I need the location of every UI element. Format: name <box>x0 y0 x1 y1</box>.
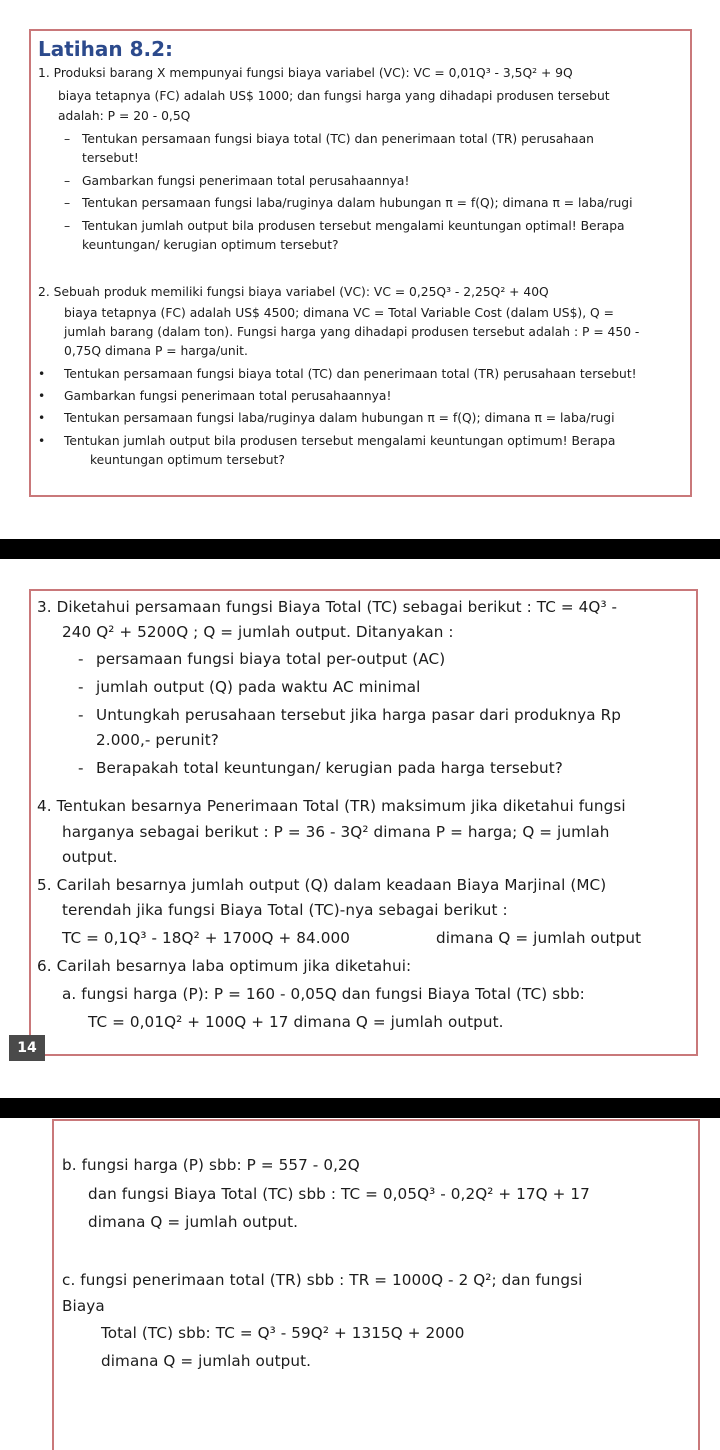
q1-line1: 1. Produksi barang X mempunyai fungsi biaya variabel (VC): VC = 0,01Q³ - 3,5Q² + 9Q <box>38 66 573 80</box>
page-separator <box>0 539 720 559</box>
q6-c-line4: dimana Q = jumlah output. <box>101 1352 312 1370</box>
q3-line1: 3. Diketahui persamaan fungsi Biaya Total (TC) sebagai berikut : TC = 4Q³ - <box>37 598 618 616</box>
dash-bullet: – <box>64 219 71 233</box>
q2-line2: biaya tetapnya (FC) adalah US$ 4500; dimana VC = Total Variable Cost (dalam US$), Q = <box>64 306 614 320</box>
q6-a-line2: TC = 0,01Q² + 100Q + 17 dimana Q = jumlah output. <box>88 1013 504 1031</box>
q3-bullet2: jumlah output (Q) pada waktu AC minimal <box>96 678 421 696</box>
q6-line1: 6. Carilah besarnya laba optimum jika diketahui: <box>37 957 412 975</box>
q3-bullet3a: Untungkah perusahaan tersebut jika harga pasar dari produknya Rp <box>96 706 621 724</box>
dot-bullet: • <box>38 367 46 381</box>
q2-bullet4a: Tentukan jumlah output bila produsen tersebut mengalami keuntungan optimum! Berapa <box>64 434 616 448</box>
q1-bullet1a: Tentukan persamaan fungsi biaya total (TC) dan penerimaan total (TR) perusahaan <box>82 132 594 146</box>
q1-line2: biaya tetapnya (FC) adalah US$ 1000; dan fungsi harga yang dihadapi produsen tersebut <box>58 89 610 103</box>
q6-c-line1: c. fungsi penerimaan total (TR) sbb : TR = 1000Q - 2 Q²; dan fungsi <box>62 1271 583 1289</box>
q1-bullet1b: tersebut! <box>82 151 139 165</box>
q6-b-line1: b. fungsi harga (P) sbb: P = 557 - 0,2Q <box>62 1156 360 1174</box>
q3-line2: 240 Q² + 5200Q ; Q = jumlah output. Ditanyakan : <box>62 623 454 641</box>
q4-line2: harganya sebagai berikut : P = 36 - 3Q² dimana P = harga; Q = jumlah <box>62 823 610 841</box>
q1-bullet4a: Tentukan jumlah output bila produsen tersebut mengalami keuntungan optimal! Berapa <box>82 219 625 233</box>
q6-c-line2: Biaya <box>62 1297 105 1315</box>
q2-bullet1: Tentukan persamaan fungsi biaya total (TC) dan penerimaan total (TR) perusahaan tersebut! <box>64 367 637 381</box>
section-title: Latihan 8.2: <box>38 37 174 61</box>
dash-bullet: - <box>78 678 84 696</box>
q2-bullet2: Gambarkan fungsi penerimaan total perusahaannya! <box>64 389 392 403</box>
q2-bullet4b: keuntungan optimum tersebut? <box>90 453 285 467</box>
q1-bullet4b: keuntungan/ kerugian optimum tersebut? <box>82 238 339 252</box>
q6-a-line1: a. fungsi harga (P): P = 160 - 0,05Q dan fungsi Biaya Total (TC) sbb: <box>62 985 585 1003</box>
q4-line1: 4. Tentukan besarnya Penerimaan Total (TR) maksimum jika diketahui fungsi <box>37 797 626 815</box>
q3-bullet3b: 2.000,- perunit? <box>96 731 219 749</box>
q5-line2: terendah jika fungsi Biaya Total (TC)-nya sebagai berikut : <box>62 901 508 919</box>
q5-formula: TC = 0,1Q³ - 18Q² + 1700Q + 84.000 <box>62 929 350 947</box>
dash-bullet: - <box>78 759 84 777</box>
dash-bullet: – <box>64 174 71 188</box>
page-number-badge: 14 <box>9 1035 45 1061</box>
q5-line1: 5. Carilah besarnya jumlah output (Q) dalam keadaan Biaya Marjinal (MC) <box>37 876 607 894</box>
q1-bullet3: Tentukan persamaan fungsi laba/ruginya dalam hubungan π = f(Q); dimana π = laba/rugi <box>82 196 633 210</box>
page-separator <box>0 1098 720 1118</box>
dot-bullet: • <box>38 389 46 403</box>
dash-bullet: – <box>64 132 71 146</box>
q6-c-line3: Total (TC) sbb: TC = Q³ - 59Q² + 1315Q + 2000 <box>101 1324 465 1342</box>
dash-bullet: – <box>64 196 71 210</box>
q6-b-line3: dimana Q = jumlah output. <box>88 1213 299 1231</box>
dot-bullet: • <box>38 411 46 425</box>
q1-bullet2: Gambarkan fungsi penerimaan total perusahaannya! <box>82 174 410 188</box>
q2-line3: jumlah barang (dalam ton). Fungsi harga yang dihadapi produsen tersebut adalah : P = 450 - <box>64 325 640 339</box>
q4-line3: output. <box>62 848 118 866</box>
q1-line3: adalah: P = 20 - 0,5Q <box>58 109 191 123</box>
q2-line4: 0,75Q dimana P = harga/unit. <box>64 344 248 358</box>
q2-line1: 2. Sebuah produk memiliki fungsi biaya variabel (VC): VC = 0,25Q³ - 2,25Q² + 40Q <box>38 285 549 299</box>
dot-bullet: • <box>38 434 46 448</box>
dash-bullet: - <box>78 650 84 668</box>
dash-bullet: - <box>78 706 84 724</box>
q3-bullet1: persamaan fungsi biaya total per-output (AC) <box>96 650 446 668</box>
q6-b-line2: dan fungsi Biaya Total (TC) sbb : TC = 0,05Q³ - 0,2Q² + 17Q + 17 <box>88 1185 590 1203</box>
q5-where: dimana Q = jumlah output <box>436 929 642 947</box>
q2-bullet3: Tentukan persamaan fungsi laba/ruginya dalam hubungan π = f(Q); dimana π = laba/rugi <box>64 411 615 425</box>
q3-bullet4: Berapakah total keuntungan/ kerugian pada harga tersebut? <box>96 759 563 777</box>
